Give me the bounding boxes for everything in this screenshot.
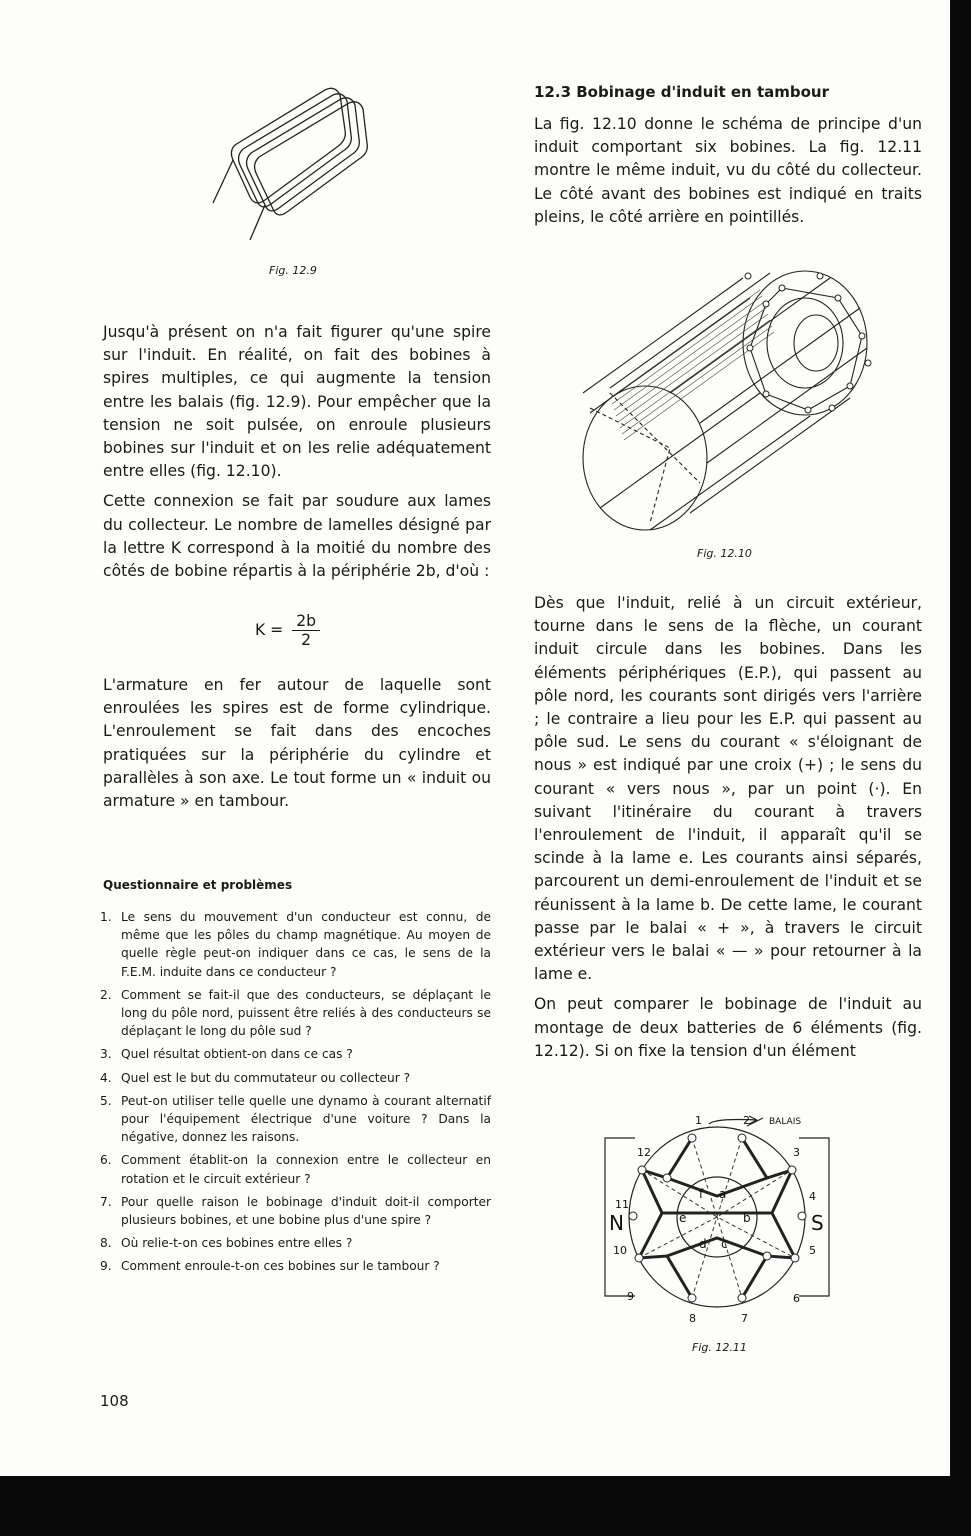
- fig-12-11-lamella-b: b: [743, 1211, 751, 1225]
- question-item: 5. Peut-on utiliser telle quelle une dynamo à courant alternatif pour l'équipement électrique d'une voiture ? Dans la négative, donnez les raisons.: [100, 1093, 491, 1145]
- question-item: 3. Quel résultat obtient-on dans ce cas ?: [100, 1047, 353, 1062]
- fig-12-11-label-9: 9: [627, 1290, 634, 1303]
- fig-12-10-caption: Fig. 12.10: [697, 547, 752, 560]
- fig-12-11-lamella-f: f: [699, 1187, 704, 1201]
- fig-12-11-label-10: 10: [613, 1244, 627, 1257]
- fig-12-9-caption: Fig. 12.9: [269, 264, 317, 277]
- right-column-top: [534, 83, 922, 229]
- fig-12-11-label-2: 2: [743, 1114, 750, 1127]
- page-number: 108: [100, 1392, 129, 1410]
- fig-12-11-lamella-a: a: [719, 1187, 727, 1201]
- left-column: [103, 321, 491, 583]
- equation-lhs: K =: [255, 621, 284, 639]
- right-column-middle: [534, 592, 922, 1063]
- fig-12-11-label-3: 3: [793, 1146, 800, 1159]
- left-column-lower: [103, 674, 491, 813]
- question-item: 7. Pour quelle raison le bobinage d'induit doit-il comporter plusieurs bobines, et une bobine plus d'une spire ?: [100, 1194, 491, 1228]
- question-list: [100, 908, 491, 1281]
- fig-12-11-label-south: S: [811, 1211, 824, 1235]
- scan-edge-right: [950, 0, 971, 1536]
- question-item: 1. Le sens du mouvement d'un conducteur est connu, de même que les pôles du champ magnétique. Au moyen de quelle règle peut-on indiquer dans ce cas, le sens de la F.E.M. induite dans ce conducteur ?: [100, 910, 491, 979]
- left-paragraph-1: Jusqu'à présent on n'a fait figurer qu'une spire sur l'induit. En réalité, on fait des bobines à spires multiples, ce qui augmente la tension entre les balais (fig. 12.9). Pour empêcher que la tension ne soit pulsée, on enroule plusieurs bobines sur l'induit et on les relie adéquatement entre elles (fig. 12.10).: [103, 323, 491, 481]
- equation-k: [255, 612, 320, 649]
- fig-12-11-caption: Fig. 12.11: [692, 1341, 747, 1354]
- question-item: 4. Quel est le but du commutateur ou collecteur ?: [100, 1070, 411, 1085]
- fig-12-11-label-11: 11: [615, 1198, 629, 1211]
- fig-12-11-label-12: 12: [637, 1146, 651, 1159]
- fig-12-11-label-1: 1: [695, 1114, 702, 1127]
- question-item: 9. Comment enroule-t-on ces bobines sur le tambour ?: [100, 1259, 440, 1274]
- questionnaire-heading: Questionnaire et problèmes: [103, 878, 293, 892]
- fig-12-10-armature-drawing: [570, 268, 880, 543]
- fig-12-9-coil-drawing: [205, 85, 385, 255]
- fig-12-11-winding-diagram: [597, 1108, 847, 1338]
- question-item: 6. Comment établit-on la connexion entre le collecteur en rotation et le circuit extérieur ?: [100, 1153, 491, 1186]
- scan-edge-bottom: [0, 1476, 971, 1536]
- left-paragraph-3: L'armature en fer autour de laquelle sont enroulées les spires est de forme cylindrique. L'enroulement se fait dans des encoches pratiquées sur la périphérie du cylindre et parallèles à son axe. Le tout forme un « induit ou armature » en tambour.: [103, 676, 491, 811]
- fig-12-11-label-north: N: [609, 1211, 624, 1235]
- left-paragraph-2: Cette connexion se fait par soudure aux lames du collecteur. Le nombre de lamelles désigné par la lettre K correspond à la moitié du nombre des côtés de bobine répartis à la périphérie 2b, d'où :: [103, 492, 491, 581]
- section-heading: 12.3 Bobinage d'induit en tambour: [534, 83, 829, 101]
- fig-12-11-label-8: 8: [689, 1312, 696, 1325]
- equation-fraction: [292, 612, 320, 649]
- question-item: 2. Comment se fait-il que des conducteurs, se déplaçant le long du pôle nord, puissent être reliés à des conducteurs se déplaçant le long du pôle sud ?: [100, 987, 491, 1039]
- fig-12-11-lamella-e: e: [679, 1211, 687, 1225]
- fig-12-11-lamella-d: d: [699, 1237, 707, 1251]
- right-paragraph-3: On peut comparer le bobinage de l'induit au montage de deux batteries de 6 éléments (fig. 12.12). Si on fixe la tension d'un élément: [534, 995, 922, 1060]
- fig-12-11-label-5: 5: [809, 1244, 816, 1257]
- fig-12-11-label-brushes: BALAIS: [769, 1117, 802, 1127]
- fig-12-11-label-6: 6: [793, 1292, 800, 1305]
- fig-12-11-label-7: 7: [741, 1312, 748, 1325]
- right-paragraph-1: La fig. 12.10 donne le schéma de principe d'un induit comportant six bobines. La fig. 12.11 montre le même induit, vu du côté du collecteur. Le côté avant des bobines est indiqué en traits pleins, le côté arrière en pointillés.: [534, 115, 922, 226]
- right-paragraph-2: Dès que l'induit, relié à un circuit extérieur, tourne dans le sens de la flèche, un courant induit circule dans les bobines. Dans les éléments périphériques (E.P.), qui passent au pôle nord, les courants sont dirigés vers l'arrière ; le contraire a lieu pour les E.P. qui passent au pôle sud. Le sens du courant « s'éloignant de nous » est indiqué par une croix (+) ; le sens du courant « vers nous », par un point (·). En suivant l'itinéraire du courant à travers l'enroulement de l'induit, il apparaît qu'il se scinde à la lame e. Les courants ainsi séparés, parcourent un demi-enroulement de l'induit et se réunissent à la lame b. De cette lame, le courant passe par le balai « + », à travers le circuit extérieur vers le balai « — » pour retourner à la lame e.: [534, 594, 922, 984]
- fig-12-11-label-4: 4: [809, 1190, 816, 1203]
- question-item: 8. Où relie-t-on ces bobines entre elles ?: [100, 1236, 353, 1251]
- equation-denominator: 2: [301, 631, 312, 649]
- fig-12-11-lamella-c: c: [721, 1237, 728, 1251]
- equation-numerator: 2b: [292, 612, 320, 631]
